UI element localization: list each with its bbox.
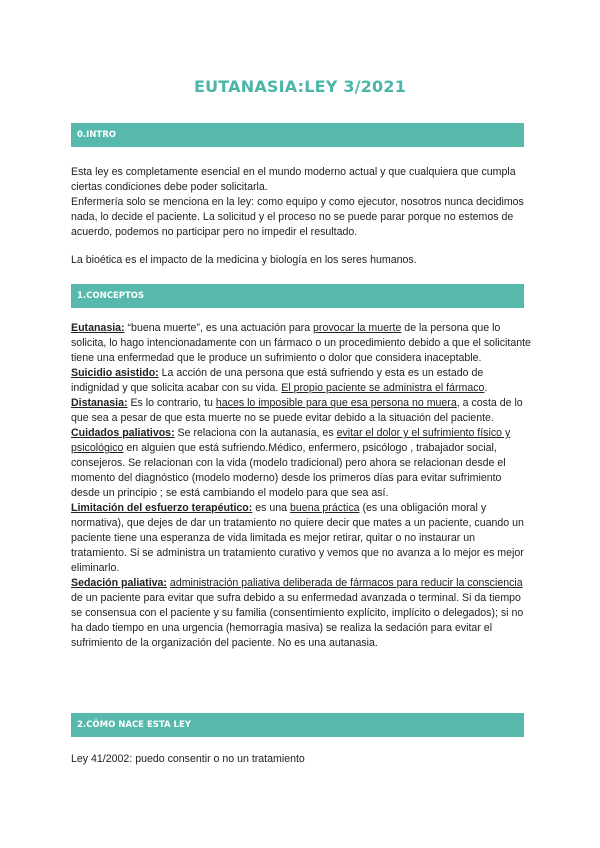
intro-paragraph: La bioética es el impacto de la medicina y biología en los seres humanos. xyxy=(71,254,417,266)
concept-underlined-text: evitar el dolor y el sufrimiento físico y psicológico xyxy=(71,427,511,454)
concept-term: Cuidados paliativos: xyxy=(71,427,175,439)
concept-text: Se relaciona con la autanasia, es xyxy=(174,427,337,439)
concept-limitacion-esfuerzo xyxy=(71,501,531,576)
concept-underlined-text: administración paliativa deliberada de fármacos para reducir la consciencia xyxy=(169,577,523,589)
concepts-section-body xyxy=(71,321,531,651)
origin-section-body xyxy=(71,752,531,767)
concept-text: es una xyxy=(252,502,291,514)
concept-underlined-text: haces lo imposible para que esa persona no muera xyxy=(215,397,457,409)
concept-term: Sedación paliativa: xyxy=(71,577,167,589)
concept-text: , a costa de lo que sea a pesar de que esta muerte no se puede evitar debido a la situación del paciente. xyxy=(71,397,523,424)
concept-text: en alguien que está sufriendo.Médico, enfermero, psicólogo , trabajador social, consejeros. Se relacionan con la vida (modelo tradicional) pero ahora se relacionan desde el momento del diagnóstico (modelo moderno) desde los primeros días para evitar sufrimiento desde un principio ; se está cambiando el modelo para que sea así. xyxy=(71,442,506,499)
section-heading-como-nace: 2.CÓMO NACE ESTA LEY xyxy=(71,713,524,737)
concept-underlined-text: buena práctica xyxy=(290,502,360,514)
concept-underlined-text: provocar la muerte xyxy=(313,322,402,334)
concept-term: Eutanasia: xyxy=(71,322,125,334)
concept-text: . xyxy=(484,382,488,394)
origin-paragraph: Ley 41/2002: puedo consentir o no un tratamiento xyxy=(71,753,305,765)
concept-term: Suicidio asistido: xyxy=(71,367,159,379)
section-heading-conceptos: 1.CONCEPTOS xyxy=(71,284,524,308)
concept-distanasia xyxy=(71,396,531,426)
concept-underlined-text: El propio paciente se administra el fármaco xyxy=(281,382,485,394)
concept-sedacion-paliativa xyxy=(71,576,531,651)
concept-text: La acción de una persona que está sufriendo y esta es un estado de indignidad y que solicita acabar con su vida. xyxy=(71,367,484,394)
concept-term: Distanasia: xyxy=(71,397,128,409)
concept-eutanasia xyxy=(71,321,531,366)
concept-text: (es una obligación moral y normativa), que dejes de dar un tratamiento no quiere decir que mates a un paciente, cuando un paciente tiene una esperanza de vida limitada es mejor retirar, quitar o no instaurar un tratamiento. Si se administra un tratamiento curativo y vemos que no avanza a lo mejor es mejor eliminarlo. xyxy=(71,502,524,574)
concept-text: “buena muerte”, es una actuación para xyxy=(124,322,314,334)
document-title: EUTANASIA:LEY 3/2021 xyxy=(193,77,407,96)
concept-cuidados-paliativos xyxy=(71,426,531,501)
concept-text: Es lo contrario, tu xyxy=(127,397,216,409)
concept-suicidio-asistido xyxy=(71,366,531,396)
intro-section-body xyxy=(71,165,531,268)
intro-paragraph: Esta ley es completamente esencial en el mundo moderno actual y que cualquiera que cumpla ciertas condiciones debe poder solicitarla. xyxy=(71,166,516,193)
concept-text: de un paciente para evitar que sufra debido a su enfermedad avanzada o terminal. Si da tiempo se consensua con el paciente y su familia (consentimiento explícito, implícito o delegados); si no ha dado tiempo en una urgencia (hemorragia masiva) se realiza la sedación para evitar el sufrimiento de la organización del paciente. No es una autanasia. xyxy=(71,592,524,649)
concept-text: de la persona que lo solicita, lo hago intencionadamente con un fármaco o un procedimiento debido a que el solicitante tiene una enfermedad que le produce un sufrimiento o dolor que considera inaceptable. xyxy=(71,322,531,364)
section-heading-intro: 0.INTRO xyxy=(71,123,524,147)
intro-paragraph: Enfermería solo se menciona en la ley: como equipo y como ejecutor, nosotros nunca decidimos nada, lo decide el paciente. La solicitud y el proceso no se puede parar porque no estemos de acuerdo, podemos no participar pero no impedir el resultado. xyxy=(71,196,524,238)
concept-term: Limitación del esfuerzo terapéutico: xyxy=(71,502,253,514)
